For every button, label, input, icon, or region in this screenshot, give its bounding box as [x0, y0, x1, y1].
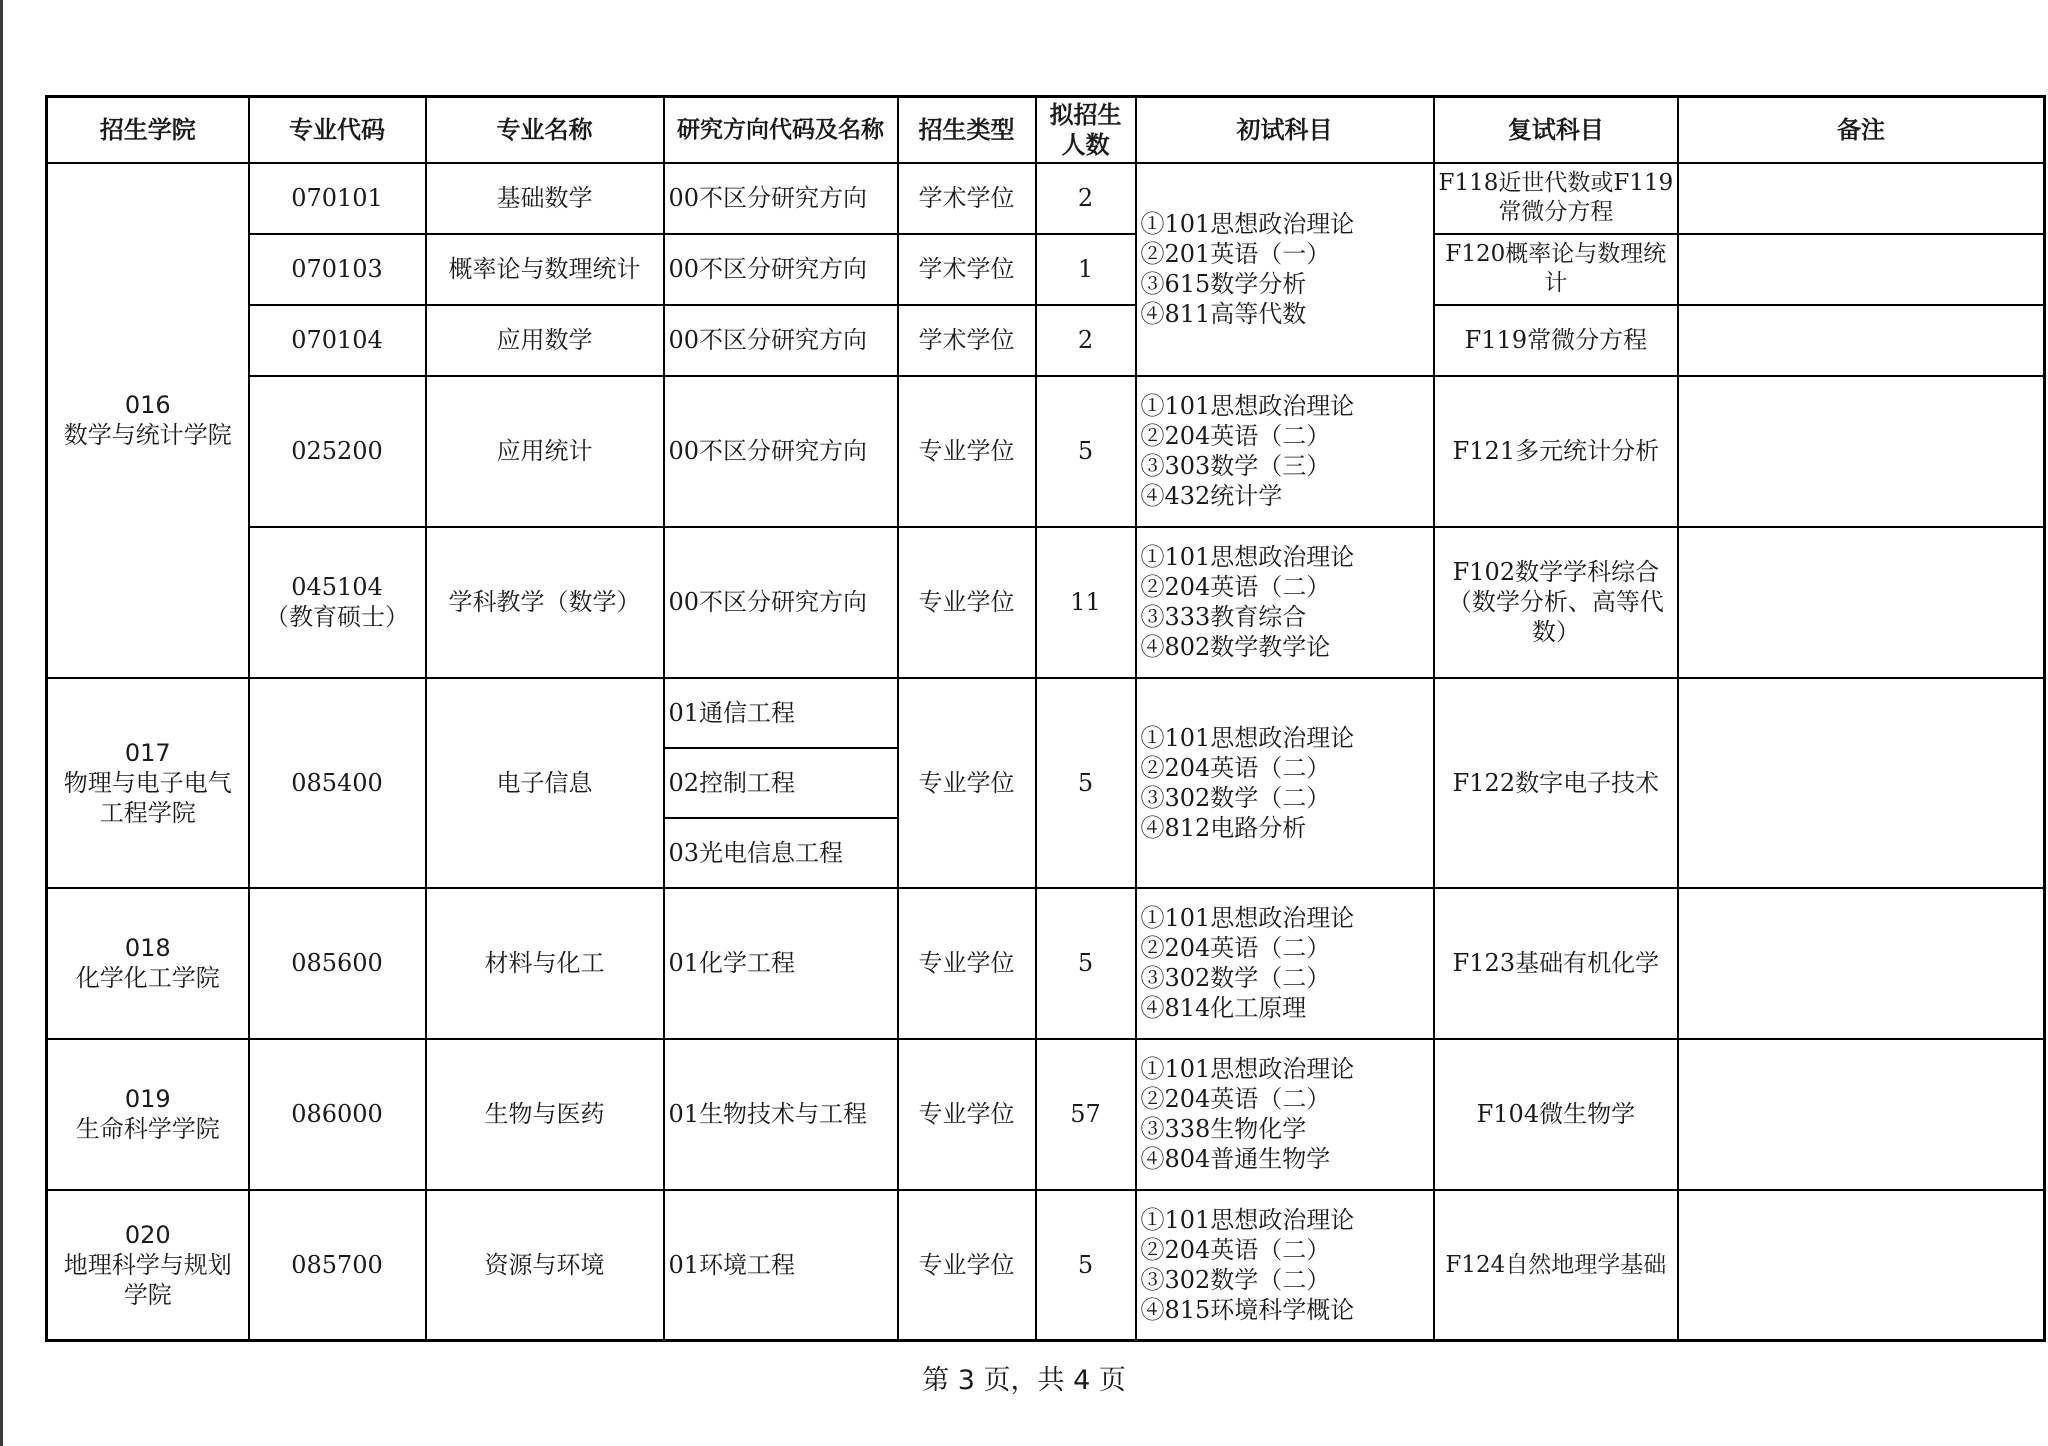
- major-name: 基础数学: [426, 163, 664, 234]
- exam-subject: ③303数学（三）: [1140, 452, 1331, 480]
- admission-table: [45, 95, 2046, 1342]
- quota: 11: [1036, 527, 1136, 678]
- direction: 01生物技术与工程: [664, 1039, 898, 1190]
- college-name: 化学化工学院: [75, 964, 220, 992]
- header-quota: [1036, 97, 1136, 163]
- exam-subject: ④804普通生物学: [1140, 1145, 1331, 1173]
- major-name: 材料与化工: [426, 888, 664, 1039]
- exam-subject: ②201英语（一）: [1140, 240, 1331, 268]
- table-row: [47, 888, 2045, 1039]
- major-name: 概率论与数理统计: [426, 234, 664, 305]
- header-direction: 研究方向代码及名称: [664, 97, 898, 163]
- remark: [1678, 163, 2044, 234]
- major-name: 应用统计: [426, 376, 664, 527]
- exam-subject: ②204英语（二）: [1140, 1085, 1331, 1113]
- remark: [1678, 888, 2044, 1039]
- exam-subjects: [1136, 888, 1434, 1039]
- exam-subject: ④802数学教学论: [1140, 633, 1331, 661]
- header-remark: 备注: [1678, 97, 2044, 163]
- page-left-edge: [0, 0, 3, 1446]
- retest-subject: [1434, 527, 1679, 678]
- retest-subject: F119常微分方程: [1434, 305, 1679, 376]
- college-cell: [47, 678, 249, 888]
- exam-subject: ④432统计学: [1140, 482, 1283, 510]
- quota: 2: [1036, 305, 1136, 376]
- major-name: 应用数学: [426, 305, 664, 376]
- college-code: 020: [124, 1220, 171, 1249]
- remark: [1678, 527, 2044, 678]
- header-retest: 复试科目: [1434, 97, 1679, 163]
- major-name: 资源与环境: [426, 1190, 664, 1341]
- quota: 2: [1036, 163, 1136, 234]
- exam-subject: ④814化工原理: [1140, 994, 1307, 1022]
- exam-subject: ③302数学（二）: [1140, 1265, 1331, 1294]
- retest-subject: F104微生物学: [1434, 1039, 1679, 1190]
- exam-subject: ①101思想政治理论: [1140, 1055, 1355, 1083]
- quota: 1: [1036, 234, 1136, 305]
- exam-subject: ②204英语（二）: [1140, 1235, 1331, 1264]
- quota: 57: [1036, 1039, 1136, 1190]
- admission-type: 专业学位: [898, 678, 1036, 888]
- exam-subject: ③302数学（二）: [1140, 964, 1331, 992]
- major-code: 085700: [249, 1190, 426, 1341]
- admission-type: 学术学位: [898, 305, 1036, 376]
- table-row: [47, 527, 2045, 678]
- header-college: 招生学院: [47, 97, 249, 163]
- table-row: [47, 1190, 2045, 1341]
- direction: 01通信工程: [664, 678, 898, 748]
- header-row: [47, 97, 2045, 163]
- major-code: 070103: [249, 234, 426, 305]
- exam-subjects: [1136, 678, 1434, 888]
- college-cell: [47, 1039, 249, 1190]
- header-type: 招生类型: [898, 97, 1036, 163]
- admission-type: 专业学位: [898, 527, 1036, 678]
- exam-subjects: [1136, 527, 1434, 678]
- remark: [1678, 376, 2044, 527]
- major-code: 070104: [249, 305, 426, 376]
- table-row: [47, 234, 2045, 305]
- college-name-cont: 学院: [123, 1280, 172, 1309]
- retest-subject: F122数字电子技术: [1434, 678, 1679, 888]
- table-row: [47, 376, 2045, 527]
- college-cell: [47, 163, 249, 678]
- direction: 01化学工程: [664, 888, 898, 1039]
- remark: [1678, 305, 2044, 376]
- college-name: 生命科学学院: [75, 1115, 220, 1143]
- major-code-note: （教育硕士）: [265, 603, 409, 631]
- direction: 00不区分研究方向: [664, 163, 898, 234]
- college-name: 数学与统计学院: [63, 421, 232, 449]
- header-quota-line1: 拟招生: [1049, 100, 1122, 129]
- major-name: 学科教学（数学）: [426, 527, 664, 678]
- exam-subject: ①101思想政治理论: [1140, 904, 1355, 932]
- exam-subject: ③333教育综合: [1140, 603, 1307, 631]
- retest-subject: [1434, 163, 1679, 234]
- remark: [1678, 1039, 2044, 1190]
- exam-subject: ②204英语（二）: [1140, 753, 1331, 782]
- retest-line: 计: [1544, 270, 1568, 296]
- admission-type: 专业学位: [898, 1190, 1036, 1341]
- retest-line: F120概率论与数理统: [1445, 241, 1667, 267]
- table-row: [47, 163, 2045, 234]
- retest-subject: [1434, 234, 1679, 305]
- table-row: [47, 305, 2045, 376]
- table-row: [47, 1039, 2045, 1190]
- retest-line: 数）: [1531, 618, 1580, 646]
- major-code: 025200: [249, 376, 426, 527]
- college-name-cont: 工程学院: [99, 798, 196, 827]
- remark: [1678, 1190, 2044, 1341]
- admission-type: 学术学位: [898, 163, 1036, 234]
- exam-subjects: [1136, 1190, 1434, 1341]
- exam-subject: ②204英语（二）: [1140, 934, 1331, 962]
- admission-type: 专业学位: [898, 1039, 1036, 1190]
- exam-subject: ①101思想政治理论: [1140, 723, 1355, 752]
- page-footer: 第 3 页，共 4 页: [922, 1365, 1126, 1396]
- exam-subject: ②204英语（二）: [1140, 573, 1331, 601]
- retest-line: F118近世代数或F119: [1438, 170, 1674, 196]
- quota: 5: [1036, 376, 1136, 527]
- college-name: 地理科学与规划: [63, 1250, 232, 1279]
- admission-type: 专业学位: [898, 376, 1036, 527]
- exam-subject: ③338生物化学: [1140, 1115, 1307, 1143]
- major-code: 085400: [249, 678, 426, 888]
- direction: 00不区分研究方向: [664, 305, 898, 376]
- remark: [1678, 678, 2044, 888]
- major-code: 086000: [249, 1039, 426, 1190]
- college-cell: [47, 1190, 249, 1341]
- exam-subject: ④812电路分析: [1140, 813, 1307, 842]
- exam-subject: ②204英语（二）: [1140, 422, 1331, 450]
- exam-subjects: [1136, 376, 1434, 527]
- retest-subject: F124自然地理学基础: [1434, 1190, 1679, 1341]
- college-name: 物理与电子电气: [63, 768, 232, 797]
- quota: 5: [1036, 888, 1136, 1039]
- header-quota-line2: 人数: [1061, 130, 1110, 159]
- major-name: 电子信息: [426, 678, 664, 888]
- exam-subject: ④815环境科学概论: [1140, 1295, 1355, 1324]
- major-code: 070101: [249, 163, 426, 234]
- direction: 03光电信息工程: [664, 818, 898, 888]
- retest-line: 常微分方程: [1498, 199, 1614, 225]
- exam-subject: ①101思想政治理论: [1140, 543, 1355, 571]
- college-code: 018: [124, 934, 171, 962]
- exam-subject: ①101思想政治理论: [1140, 210, 1355, 238]
- major-name: 生物与医药: [426, 1039, 664, 1190]
- exam-subject: ④811高等代数: [1140, 300, 1307, 328]
- college-cell: [47, 888, 249, 1039]
- major-code: 085600: [249, 888, 426, 1039]
- direction: 00不区分研究方向: [664, 527, 898, 678]
- remark: [1678, 234, 2044, 305]
- direction: 01环境工程: [664, 1190, 898, 1341]
- retest-line: F102数学学科综合: [1452, 558, 1660, 586]
- admission-type: 专业学位: [898, 888, 1036, 1039]
- header-major-code: 专业代码: [249, 97, 426, 163]
- direction: 02控制工程: [664, 748, 898, 818]
- retest-subject: F123基础有机化学: [1434, 888, 1679, 1039]
- table-row: [47, 678, 2045, 748]
- exam-subject: ①101思想政治理论: [1140, 1205, 1355, 1234]
- college-code: 017: [124, 738, 171, 767]
- direction: 00不区分研究方向: [664, 234, 898, 305]
- retest-line: （数学分析、高等代: [1447, 588, 1664, 616]
- college-code: 016: [124, 391, 171, 419]
- exam-subject: ③615数学分析: [1140, 270, 1307, 298]
- header-exam: 初试科目: [1136, 97, 1434, 163]
- college-code: 019: [124, 1085, 171, 1113]
- direction: 00不区分研究方向: [664, 376, 898, 527]
- exam-subject: ③302数学（二）: [1140, 783, 1331, 812]
- quota: 5: [1036, 1190, 1136, 1341]
- retest-subject: F121多元统计分析: [1434, 376, 1679, 527]
- header-major-name: 专业名称: [426, 97, 664, 163]
- admission-type: 学术学位: [898, 234, 1036, 305]
- quota: 5: [1036, 678, 1136, 888]
- exam-subjects: [1136, 1039, 1434, 1190]
- major-code: 045104: [291, 573, 383, 601]
- exam-subject: ①101思想政治理论: [1140, 392, 1355, 420]
- exam-subjects: [1136, 163, 1434, 376]
- major-code-cell: [249, 527, 426, 678]
